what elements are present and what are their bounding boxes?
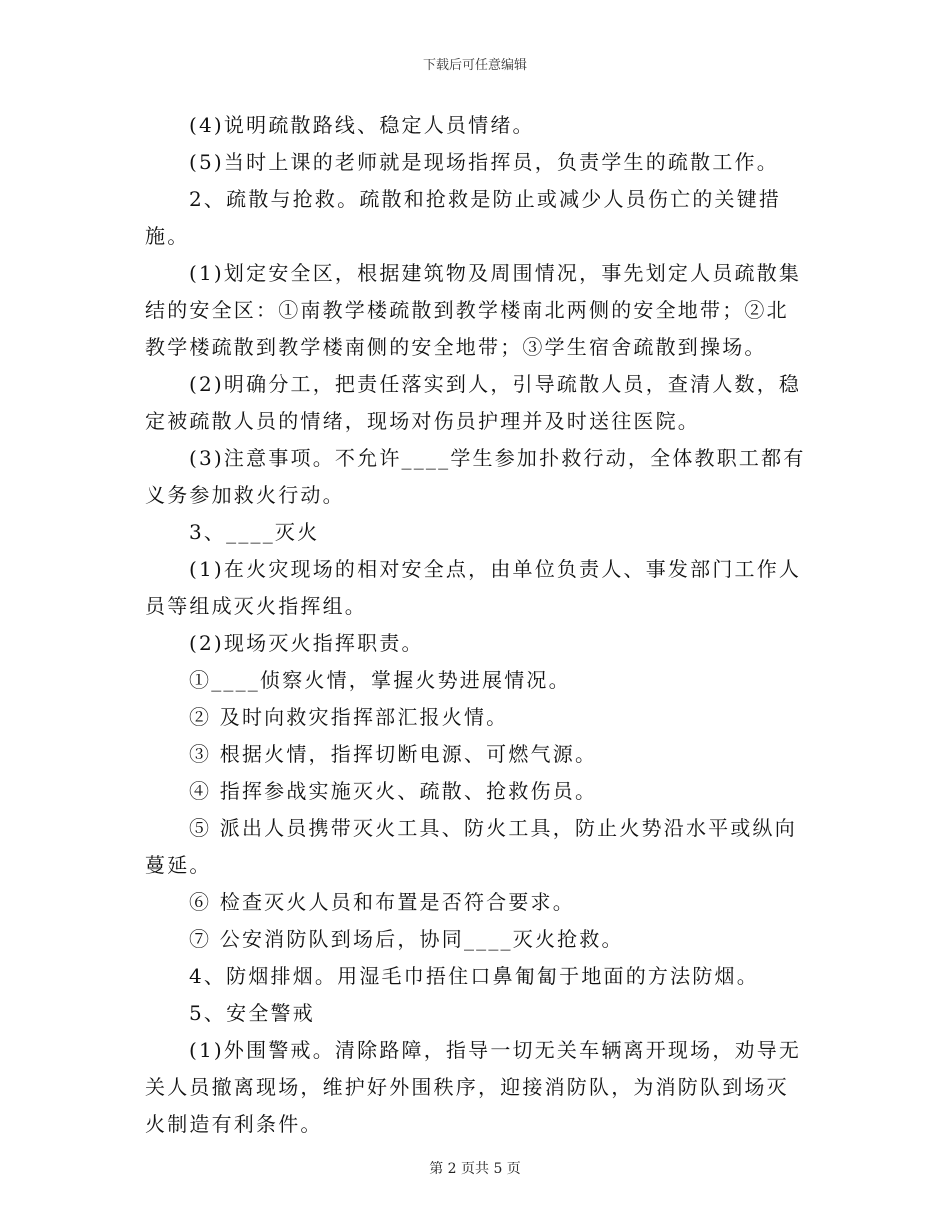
paragraph-safe-zone: (1)划定安全区，根据建筑物及周围情况，事先划定人员疏散集结的安全区：①南教学楼疏散到教学楼南北两侧的安全地带；②北教学楼疏散到教学楼南侧的安全地带；③学生宿舍疏散到操场。: [145, 261, 802, 359]
duty-item-2: ② 及时向救灾指挥部汇报火情。: [189, 705, 509, 729]
paragraph-division-of-labor: (2)明确分工，把责任落实到人，引导疏散人员，查清人数，稳定被疏散人员的情绪，现场对伤员护理并及时送往医院。: [145, 372, 802, 433]
paragraph-4-evacuation-route: (4)说明疏散路线、稳定人员情绪。: [189, 113, 535, 137]
paragraph-5-teacher-commander: (5)当时上课的老师就是现场指挥员，负责学生的疏散工作。: [189, 150, 779, 174]
duty-item-4: ④ 指挥参战实施灭火、疏散、抢救伤员。: [189, 779, 598, 803]
document-body: [145, 107, 810, 1143]
paragraph-outer-cordon: (1)外围警戒。清除路障，指导一切无关车辆离开现场，劝导无关人员撤离现场，维护好外围秩序，迎接消防队，为消防队到场灭火制造有利条件。: [145, 1038, 802, 1136]
section-5-security-cordon: 5、安全警戒: [189, 1001, 315, 1025]
duty-item-7: ⑦ 公安消防队到场后，协同____灭火抢救。: [189, 927, 624, 951]
duty-item-3: ③ 根据火情，指挥切断电源、可燃气源。: [189, 742, 598, 766]
section-2-evacuation-rescue: 2、疏散与抢救。疏散和抢救是防止或减少人员伤亡的关键措施。: [145, 187, 782, 248]
duty-item-5: ⑤ 派出人员携带灭火工具、防火工具，防止火势沿水平或纵向蔓延。: [145, 816, 797, 877]
section-3-firefighting: 3、____灭火: [189, 520, 320, 544]
duty-item-6: ⑥ 检查灭火人员和布置是否符合要求。: [189, 890, 575, 914]
duty-item-1: ①____侦察火情，掌握火势进展情况。: [189, 668, 571, 692]
paragraph-precautions: (3)注意事项。不允许____学生参加扑救行动，全体教职工都有义务参加救火行动。: [145, 446, 806, 507]
page-number: 第 2 页共 5 页: [429, 1161, 521, 1177]
paragraph-command-duties: (2)现场灭火指挥职责。: [189, 631, 424, 655]
page-header: 下载后可任意编辑: [422, 58, 527, 73]
section-4-smoke-control: 4、防烟排烟。用湿毛巾捂住口鼻匍匐于地面的方法防烟。: [189, 964, 759, 988]
paragraph-command-group: (1)在火灾现场的相对安全点，由单位负责人、事发部门工作人员等组成灭火指挥组。: [145, 557, 802, 618]
